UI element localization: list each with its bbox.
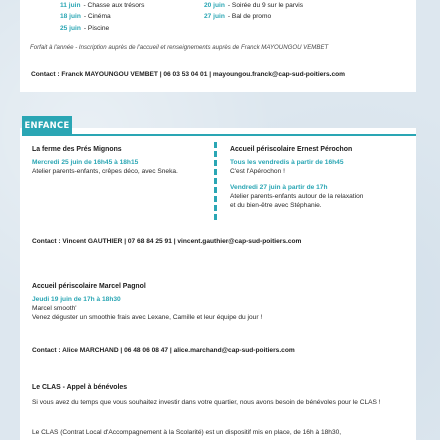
contact-line: Contact : Vincent GAUTHIER | 07 68 84 25 91 | vincent.gauthier@cap-sud-poitiers.com: [32, 238, 302, 245]
event-date: Jeudi 19 juin de 17h à 18h30: [32, 296, 121, 303]
event-title: La ferme des Prés Mignons: [32, 146, 122, 153]
list-item: 27 juin - Bal de promo: [204, 13, 272, 21]
event-description: Atelier parents-enfants autour de la relaxation: [230, 193, 364, 200]
event-description: Atelier parents-enfants, crêpes déco, avec Sneka.: [32, 168, 178, 175]
event-description: C'est l'Apérochon !: [230, 168, 285, 175]
event-title: Accueil périscolaire Marcel Pagnol: [32, 283, 146, 290]
event-title: Accueil périscolaire Ernest Pérochon: [230, 146, 353, 153]
event-description: et du bien-être avec Stéphanie.: [230, 202, 322, 209]
event-date: Tous les vendredis à partir de 16h45: [230, 159, 344, 166]
section-tab-enfance: ENFANCE: [22, 116, 72, 134]
right-dates-list: [204, 0, 303, 23]
event-ferme: [32, 146, 210, 176]
contact-line: Contact : Franck MAYOUNGOU VEMBET | 06 03 53 04 01 | mayoungou.franck@cap-sud-poitiers.com: [31, 71, 345, 78]
contact-line: Contact : Alice MARCHAND | 06 48 06 08 47 | alice.marchand@cap-sud-poitiers.com: [32, 347, 295, 354]
event-description: Marcel smooth': [32, 305, 77, 312]
event-perochon: [230, 146, 410, 210]
youth-card: [20, 0, 416, 92]
list-item: 20 juin - Soirée du 9 sur le parvis: [204, 2, 304, 9]
clas-paragraph: Si vous avez du temps que vous souhaitez investir dans votre quartier, nous avons besoin de bénévoles pour le CLAS !: [32, 399, 381, 406]
left-dates-list: [60, 0, 144, 34]
clas-paragraph: Le CLAS (Contrat Local d'Accompagnement à la Scolarité) est un dispositif mis en place, de 16h à 18h30,: [32, 429, 342, 436]
event-pagnol: [32, 283, 402, 322]
forfait-note: Forfait à l'année - Inscription auprès de l'accueil et renseignements auprès de Franck MAYOUNGOU VEMBET: [30, 44, 329, 51]
section-rule: [22, 134, 416, 136]
list-item: 11 juin - Chasse aux trésors: [60, 2, 145, 9]
event-date: Mercredi 25 juin de 16h45 à 18h15: [32, 159, 139, 166]
dashed-divider: [214, 142, 217, 220]
event-date: Vendredi 27 juin à partir de 17h: [230, 184, 328, 191]
list-item: 25 juin - Piscine: [60, 24, 110, 32]
clas-title: Le CLAS - Appel à bénévoles: [32, 384, 128, 391]
list-item: 18 juin - Cinéma: [60, 13, 111, 21]
event-description: Venez déguster un smoothie frais avec Lexane, Camille et leur équipe du jour !: [32, 314, 263, 321]
